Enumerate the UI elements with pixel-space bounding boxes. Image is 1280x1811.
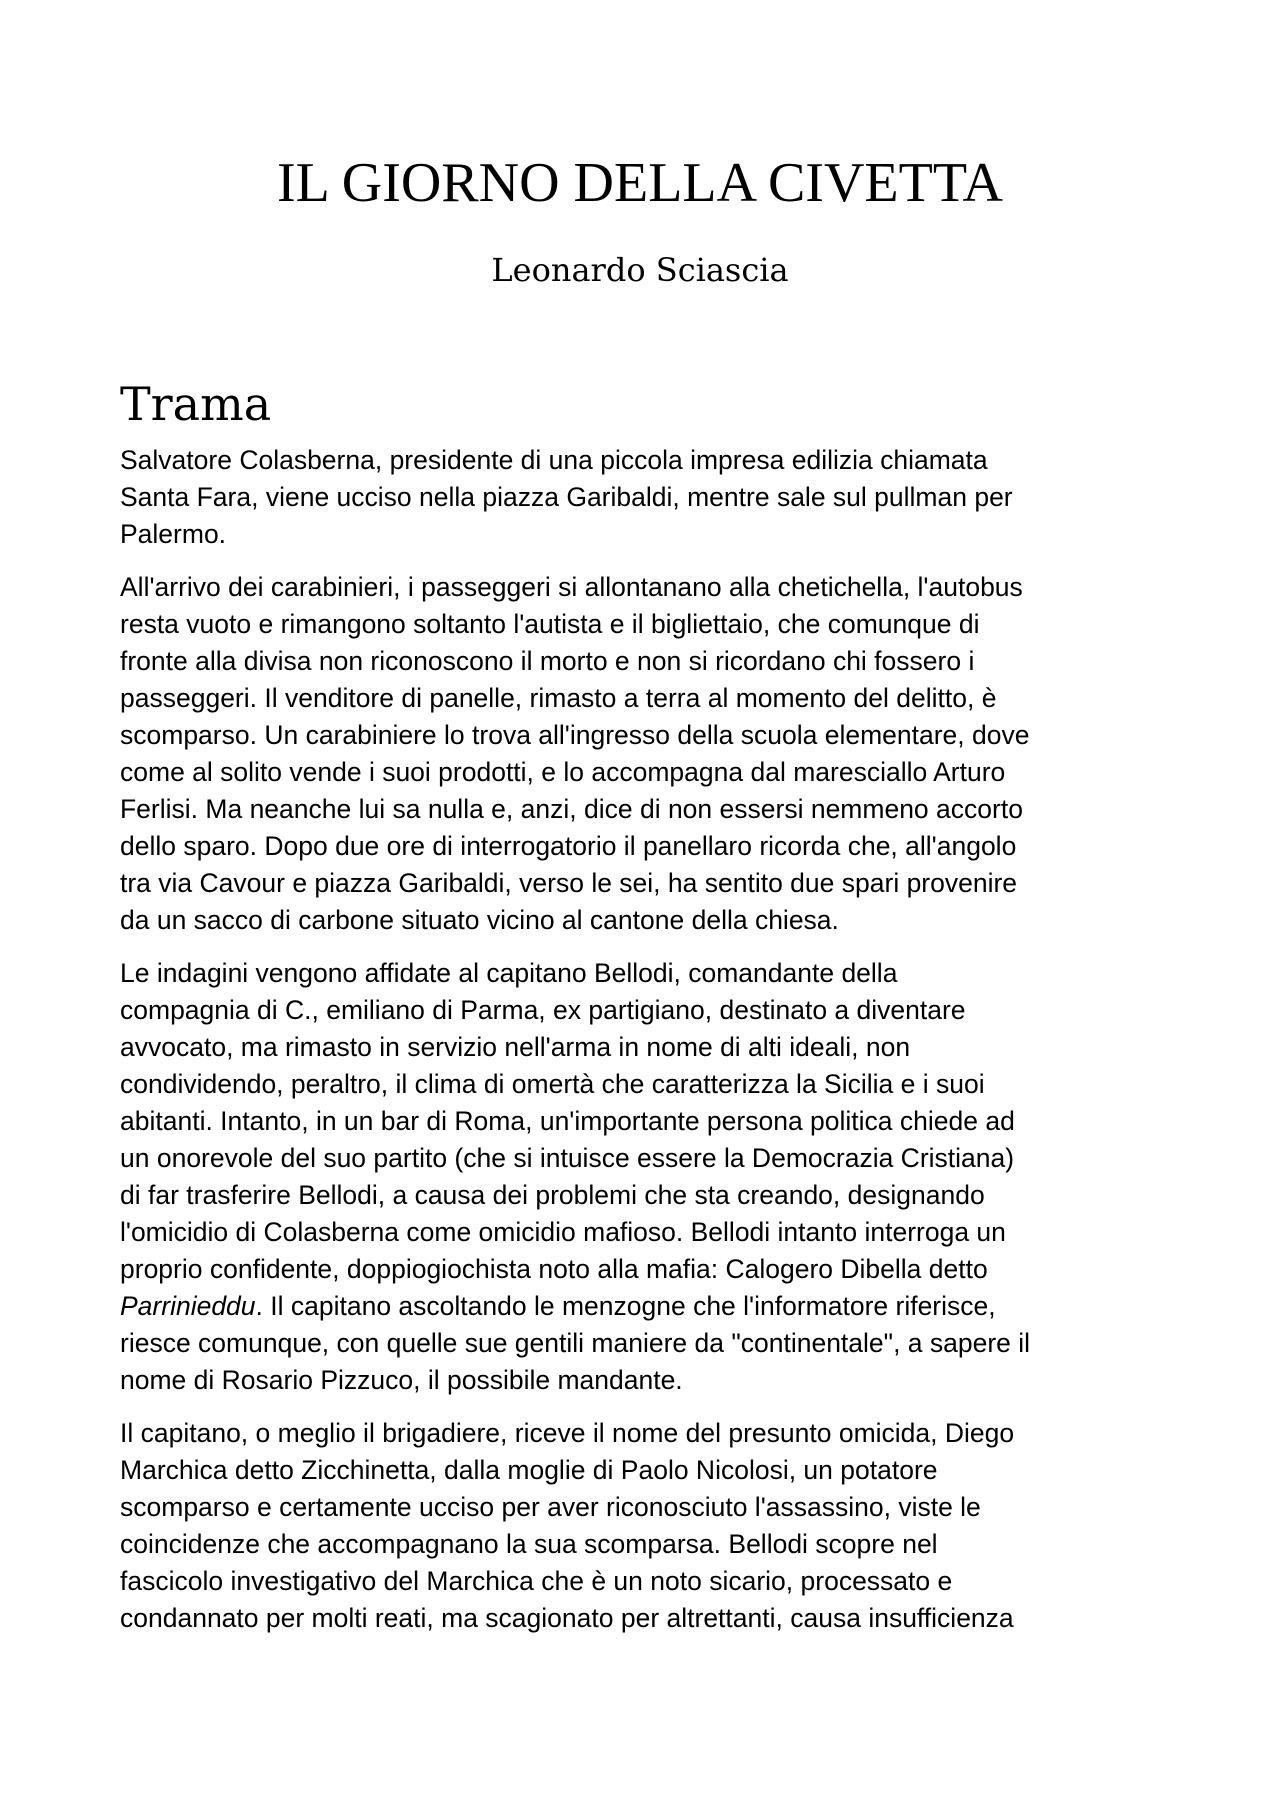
paragraph-line: scomparso e certamente ucciso per aver riconosciuto l'assassino, viste le (120, 1492, 981, 1522)
body-text (120, 442, 1170, 1653)
paragraph-line: abitanti. Intanto, in un bar di Roma, un'importante persona politica chiede ad (120, 1106, 1015, 1136)
paragraph-line: compagnia di C., emiliano di Parma, ex partigiano, destinato a diventare (120, 995, 966, 1025)
paragraph-line: resta vuoto e rimangono soltanto l'autista e il bigliettaio, che comunque di (120, 609, 980, 639)
paragraph-line: Il capitano, o meglio il brigadiere, riceve il nome del presunto omicida, Diego (120, 1418, 1015, 1448)
document-author: Leonardo Sciascia (491, 251, 789, 289)
paragraph-line: un onorevole del suo partito (che si intuisce essere la Democrazia Cristiana) (120, 1143, 1015, 1173)
document-title: IL GIORNO DELLA CIVETTA (277, 152, 1003, 214)
paragraph-line: Palermo. (120, 519, 227, 549)
paragraph-line: Ferlisi. Ma neanche lui sa nulla e, anzi, dice di non essersi nemmeno accorto (120, 794, 1023, 824)
paragraph-3 (120, 955, 1170, 1399)
paragraph-line: tra via Cavour e piazza Garibaldi, verso le sei, ha sentito due spari provenire (120, 868, 1018, 898)
paragraph-line: da un sacco di carbone situato vicino al cantone della chiesa. (120, 905, 839, 935)
paragraph-line: coincidenze che accompagnano la sua scomparsa. Bellodi scopre nel (120, 1529, 938, 1559)
paragraph-line: Salvatore Colasberna, presidente di una piccola impresa edilizia chiamata (120, 445, 988, 475)
paragraph-line: avvocato, ma rimasto in servizio nell'arma in nome di alti ideali, non (120, 1032, 911, 1062)
paragraph-line: di far trasferire Bellodi, a causa dei problemi che sta creando, designando (120, 1180, 985, 1210)
paragraph-2 (120, 569, 1170, 939)
paragraph-line: Marchica detto Zicchinetta, dalla moglie di Paolo Nicolosi, un potatore (120, 1455, 938, 1485)
paragraph-line-continuation: . Il capitano ascoltando le menzogne che l'informatore riferisce, (255, 1291, 996, 1321)
italic-nickname: Parrinieddu (120, 1291, 256, 1321)
paragraph-line: scomparso. Un carabiniere lo trova all'ingresso della scuola elementare, dove (120, 720, 1030, 750)
paragraph-line: All'arrivo dei carabinieri, i passeggeri si allontanano alla chetichella, l'autobus (120, 572, 1023, 602)
paragraph-line-with-italic (120, 1288, 1170, 1325)
paragraph-line: passeggeri. Il venditore di panelle, rimasto a terra al momento del delitto, è (120, 683, 997, 713)
paragraph-line: come al solito vende i suoi prodotti, e lo accompagna dal maresciallo Arturo (120, 757, 1006, 787)
paragraph-4 (120, 1415, 1170, 1637)
paragraph-line: riesce comunque, con quelle sue gentili maniere da "continentale", a sapere il (120, 1328, 1031, 1358)
paragraph-1 (120, 442, 1170, 553)
paragraph-line: fascicolo investigativo del Marchica che è un noto sicario, processato e (120, 1566, 953, 1596)
paragraph-line: proprio confidente, doppiogiochista noto alla mafia: Calogero Dibella detto (120, 1254, 988, 1284)
section-heading: Trama (120, 377, 272, 431)
paragraph-line: condannato per molti reati, ma scagionato per altrettanti, causa insufficienza (120, 1603, 1014, 1633)
paragraph-line: l'omicidio di Colasberna come omicidio mafioso. Bellodi intanto interroga un (120, 1217, 1006, 1247)
paragraph-line: dello sparo. Dopo due ore di interrogatorio il panellaro ricorda che, all'angolo (120, 831, 1017, 861)
paragraph-line: condividendo, peraltro, il clima di omertà che caratterizza la Sicilia e i suoi (120, 1069, 985, 1099)
paragraph-line: nome di Rosario Pizzuco, il possibile mandante. (120, 1365, 683, 1395)
paragraph-line: Santa Fara, viene ucciso nella piazza Garibaldi, mentre sale sul pullman per (120, 482, 1013, 512)
paragraph-line: fronte alla divisa non riconoscono il morto e non si ricordano chi fossero i (120, 646, 975, 676)
paragraph-line: Le indagini vengono affidate al capitano Bellodi, comandante della (120, 958, 898, 988)
